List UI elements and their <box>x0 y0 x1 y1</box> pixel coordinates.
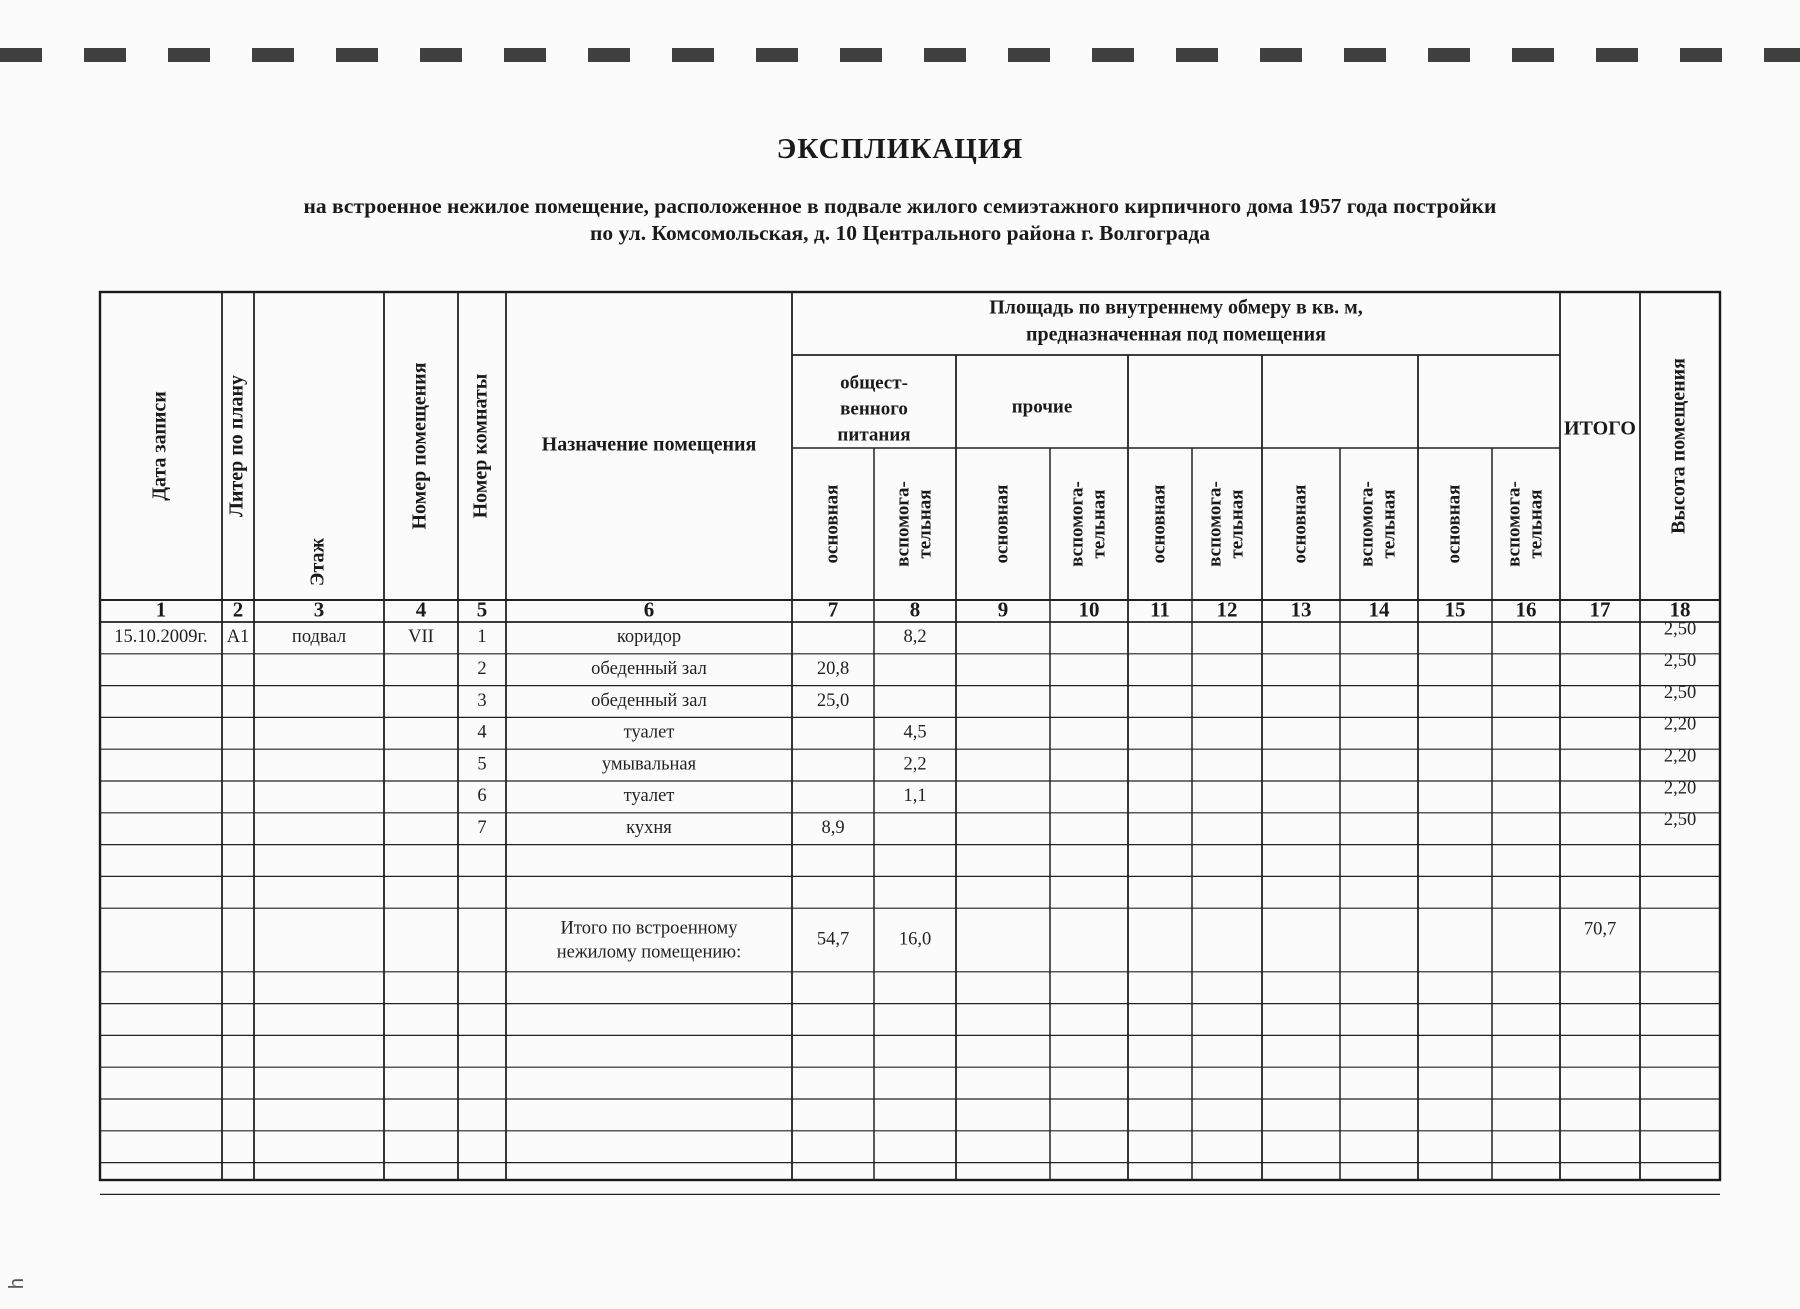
cell-room-name-3: обеденный зал <box>591 690 707 711</box>
column-number-6: 6 <box>643 597 655 622</box>
cell-room-name-4: туалет <box>623 722 675 743</box>
header-room-no: Номер комнаты <box>469 373 492 519</box>
subtitle-line-1: на встроенное нежилое помещение, расположенное в подвале жилого семиэтажного кирпичного дома 1957 года постройки <box>303 194 1497 218</box>
header-main-5: основная <box>1443 484 1465 564</box>
header-main-3: основная <box>1148 484 1170 564</box>
header-aux-line-2-1: тельная <box>914 489 936 559</box>
header-aux-line-1-1: вспомога- <box>892 481 914 567</box>
cell-height-7: 2,50 <box>1663 810 1697 831</box>
cell-room-no-4: 4 <box>477 722 487 743</box>
totals-label-line-1: Итого по встроенному <box>560 918 738 939</box>
header-aux-line-2-3: тельная <box>1226 489 1248 559</box>
cell-room-name-2: обеденный зал <box>591 658 707 679</box>
column-number-2: 2 <box>232 597 244 622</box>
column-number-7: 7 <box>827 597 839 622</box>
column-number-4: 4 <box>415 597 427 622</box>
header-area-line-2: предназначенная под помещения <box>1025 323 1327 346</box>
cell-premises: VII <box>408 627 434 648</box>
cell-room-no-6: 6 <box>477 786 487 807</box>
header-catering-line-1: общест- <box>840 372 908 394</box>
header-height: Высота помещения <box>1667 358 1690 534</box>
header-aux-line-2-4: тельная <box>1378 489 1400 559</box>
column-number-9: 9 <box>997 597 1009 622</box>
header-main-2: основная <box>991 484 1013 564</box>
cell-date: 15.10.2009г. <box>114 627 208 648</box>
column-number-18: 18 <box>1669 597 1691 622</box>
cell-main-area-7: 8,9 <box>821 817 845 838</box>
header-aux-line-1-3: вспомога- <box>1204 481 1226 567</box>
header-area-line-1: Площадь по внутреннему обмеру в кв. м, <box>989 296 1363 319</box>
document-title: ЭКСПЛИКАЦИЯ <box>776 133 1024 165</box>
table-texts <box>114 297 1696 963</box>
cell-aux-area-1: 8,2 <box>903 627 927 648</box>
cell-height-2: 2,50 <box>1663 651 1697 672</box>
totals-grand-area: 70,7 <box>1583 919 1617 940</box>
column-number-14: 14 <box>1368 597 1390 622</box>
cell-aux-area-5: 2,2 <box>903 754 927 775</box>
cell-aux-area-6: 1,1 <box>903 786 927 807</box>
header-aux-line-2-5: тельная <box>1525 489 1547 559</box>
header-aux-line-2-2: тельная <box>1088 489 1110 559</box>
header-main-1: основная <box>821 484 843 564</box>
header-aux-line-1-4: вспомога- <box>1356 481 1378 567</box>
cell-room-no-7: 7 <box>477 817 487 838</box>
header-premises-no: Номер помещения <box>408 362 431 530</box>
column-number-15: 15 <box>1444 597 1466 622</box>
cell-height-3: 2,50 <box>1663 682 1697 703</box>
column-number-5: 5 <box>476 597 488 622</box>
header-catering-line-3: питания <box>837 424 911 446</box>
column-number-11: 11 <box>1150 597 1170 622</box>
column-number-12: 12 <box>1216 597 1238 622</box>
column-number-17: 17 <box>1589 597 1611 622</box>
column-number-10: 10 <box>1078 597 1100 622</box>
cell-room-name-1: коридор <box>616 627 682 648</box>
header-aux-line-1-5: вспомога- <box>1503 481 1525 567</box>
cell-height-5: 2,20 <box>1663 746 1697 767</box>
totals-aux-area: 16,0 <box>898 929 932 950</box>
column-number-1: 1 <box>155 597 167 622</box>
totals-label-line-2: нежилому помещению: <box>556 942 742 963</box>
header-main-4: основная <box>1289 484 1311 564</box>
cell-room-no-5: 5 <box>477 754 487 775</box>
cell-main-area-3: 25,0 <box>816 690 850 711</box>
column-number-3: 3 <box>313 597 325 622</box>
cell-room-name-7: кухня <box>626 817 672 838</box>
cell-room-no-3: 3 <box>477 690 487 711</box>
column-number-8: 8 <box>909 597 921 622</box>
cell-room-no-1: 1 <box>477 627 487 648</box>
cell-height-1: 2,50 <box>1663 619 1697 640</box>
totals-main-area: 54,7 <box>816 929 850 950</box>
header-total: ИТОГО <box>1564 417 1636 440</box>
subtitle-line-2: по ул. Комсомольская, д. 10 Центрального района г. Волгограда <box>589 221 1211 245</box>
cell-height-4: 2,20 <box>1663 714 1697 735</box>
cell-main-area-2: 20,8 <box>816 658 850 679</box>
column-number-13: 13 <box>1290 597 1312 622</box>
header-catering-line-2: венного <box>840 398 908 420</box>
cell-liter: А1 <box>226 627 250 648</box>
cell-aux-area-4: 4,5 <box>903 722 927 743</box>
header-other: прочие <box>1011 396 1073 418</box>
header-date: Дата записи <box>148 391 171 501</box>
column-number-16: 16 <box>1515 597 1537 622</box>
cell-room-no-2: 2 <box>477 658 487 679</box>
cell-room-name-5: умывальная <box>601 754 697 775</box>
header-purpose: Назначение помещения <box>541 433 757 456</box>
cell-floor: подвал <box>291 627 347 648</box>
margin-mark: h <box>6 1277 29 1290</box>
cell-room-name-6: туалет <box>623 786 675 807</box>
header-floor: Этаж <box>306 537 329 587</box>
header-liter: Литер по плану <box>225 374 248 518</box>
header-aux-line-1-2: вспомога- <box>1066 481 1088 567</box>
cell-height-6: 2,20 <box>1663 778 1697 799</box>
